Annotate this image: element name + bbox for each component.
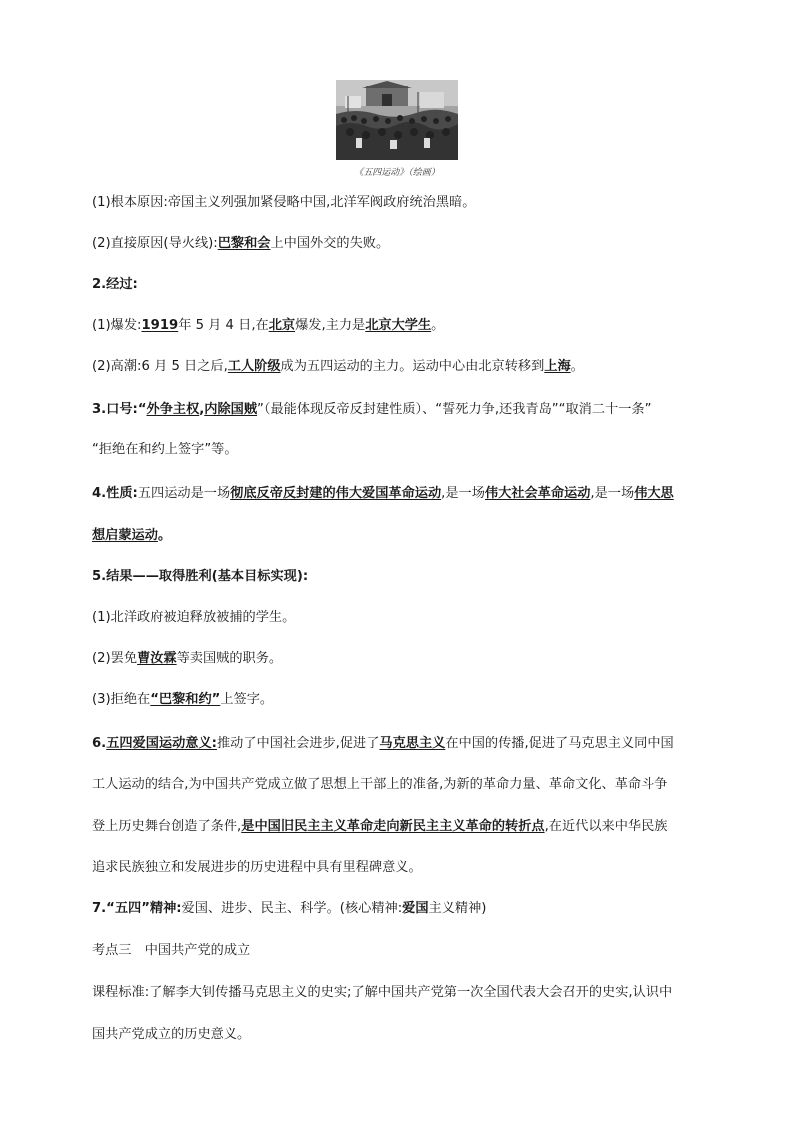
result-item-3 — [92, 691, 732, 709]
keyword-social-revolution: 伟大社会革命运动 — [484, 486, 591, 501]
outbreak-prefix: (1)爆发: — [92, 318, 142, 333]
significance-line-3-post: ,在近代以来中华民族 — [544, 819, 668, 834]
significance-line-2: 工人运动的结合,为中国共产党成立做了思想上干部上的准备,为新的革命力量、革命文化、革命斗争 — [92, 777, 668, 792]
keyword-traitors: 内除国贼 — [204, 402, 258, 417]
result-heading: 5.结果——取得胜利(基本目标实现): — [92, 569, 309, 584]
climax-prefix: (2)高潮:6 月 5 日之后, — [92, 359, 228, 374]
topic3-title: 考点三 中国共产党的成立 — [92, 943, 251, 958]
keyword-enlightenment-b: 想启蒙运动 — [92, 528, 158, 543]
result-item-3-post: 上签字。 — [220, 692, 274, 707]
climax-line — [92, 358, 732, 376]
significance-t1: 推动了中国社会进步,促进了 — [216, 736, 380, 751]
spirit-t2: 主义精神) — [428, 901, 487, 916]
significance-line-3 — [92, 818, 732, 836]
climax-end: 。 — [570, 359, 584, 374]
nature-t3: ,是一场 — [590, 486, 635, 501]
nature-end: 。 — [157, 528, 172, 543]
significance-heading: 五四爱国运动意义: — [106, 736, 217, 751]
spirit-heading: 7.“五四”精神: — [92, 901, 182, 916]
significance-t2: 在中国的传播,促进了马克思主义同中国 — [445, 736, 674, 751]
significance-line-3-pre: 登上历史舞台创造了条件, — [92, 819, 242, 834]
nature-t1: 五四运动是一场 — [137, 486, 231, 501]
nature-line — [92, 485, 732, 503]
direct-cause — [92, 235, 732, 253]
result-item-1: (1)北洋政府被迫释放被捕的学生。 — [92, 610, 296, 625]
result-item-2-post: 等卖国贼的职务。 — [176, 651, 283, 666]
keyword-paris-conference: 巴黎和会 — [217, 236, 271, 251]
keyword-turning-point: 是中国旧民主主义革命走向新民主主义革命的转折点 — [241, 819, 545, 834]
climax-mid: 成为五四运动的主力。运动中心由北京转移到 — [280, 359, 545, 374]
keyword-enlightenment-a: 伟大思 — [634, 486, 674, 501]
result-item-2 — [92, 650, 732, 668]
significance-line-4: 追求民族独立和发展进步的历史进程中具有里程碑意义。 — [92, 860, 422, 875]
standard-label: 课程标准: — [92, 985, 150, 1000]
slogan-comma: , — [199, 402, 205, 417]
slogan-line-2: “拒绝在和约上签字”等。 — [92, 442, 238, 457]
direct-cause-prefix: (2)直接原因(导火线): — [92, 236, 218, 251]
outbreak-line — [92, 317, 732, 335]
nature-t2: ,是一场 — [441, 486, 485, 501]
keyword-paris-treaty: “巴黎和约” — [150, 692, 221, 707]
nature-heading: 4.性质: — [92, 486, 138, 501]
slogan-line — [92, 401, 732, 419]
keyword-sovereignty: 外争主权 — [146, 402, 200, 417]
nature-line-2 — [92, 527, 732, 545]
figure-caption: 《五四运动》（绘画） — [354, 168, 440, 178]
keyword-students: 北京大学生 — [365, 318, 432, 333]
direct-cause-suffix: 上中国外交的失败。 — [270, 236, 390, 251]
outbreak-mid: 爆发,主力是 — [295, 318, 366, 333]
spirit-line — [92, 900, 732, 918]
standard-text-1: 了解李大钊传播马克思主义的史实;了解中国共产党第一次全国代表大会召开的史实,认识中 — [149, 985, 673, 1000]
topic3-standard-line-1 — [92, 984, 732, 1002]
slogan-heading: 3.口号: — [92, 402, 138, 417]
keyword-year: 1919 — [141, 318, 179, 333]
root-cause-text: (1)根本原因:帝国主义列强加紧侵略中国,北洋军阀政府统治黑暗。 — [92, 195, 476, 210]
slogan-rest: ”（最能体现反帝反封建性质）、“誓死力争,还我青岛”“取消二十一条” — [257, 402, 652, 417]
significance-line-1 — [92, 735, 732, 753]
outbreak-date: 年 5 月 4 日,在 — [178, 318, 269, 333]
outbreak-end: 。 — [431, 318, 445, 333]
root-cause — [92, 194, 732, 212]
slogan-open-quote: “ — [137, 402, 147, 417]
keyword-patriotism: 爱国 — [402, 901, 429, 916]
result-item-2-pre: (2)罢免 — [92, 651, 138, 666]
spirit-t1: 爱国、进步、民主、科学。(核心精神: — [181, 901, 403, 916]
keyword-patriotic-revolution: 彻底反帝反封建的伟大爱国革命运动 — [230, 486, 442, 501]
significance-num: 6. — [92, 736, 107, 751]
process-heading: 2.经过: — [92, 277, 138, 292]
keyword-working-class: 工人阶级 — [227, 359, 281, 374]
keyword-marxism: 马克思主义 — [379, 736, 446, 751]
may-fourth-painting — [336, 80, 458, 160]
keyword-beijing: 北京 — [268, 318, 296, 333]
keyword-cao-rulin: 曹汝霖 — [137, 651, 177, 666]
result-item-3-pre: (3)拒绝在 — [92, 692, 151, 707]
topic3-standard-line-2: 国共产党成立的历史意义。 — [92, 1027, 251, 1042]
keyword-shanghai: 上海 — [544, 359, 571, 374]
